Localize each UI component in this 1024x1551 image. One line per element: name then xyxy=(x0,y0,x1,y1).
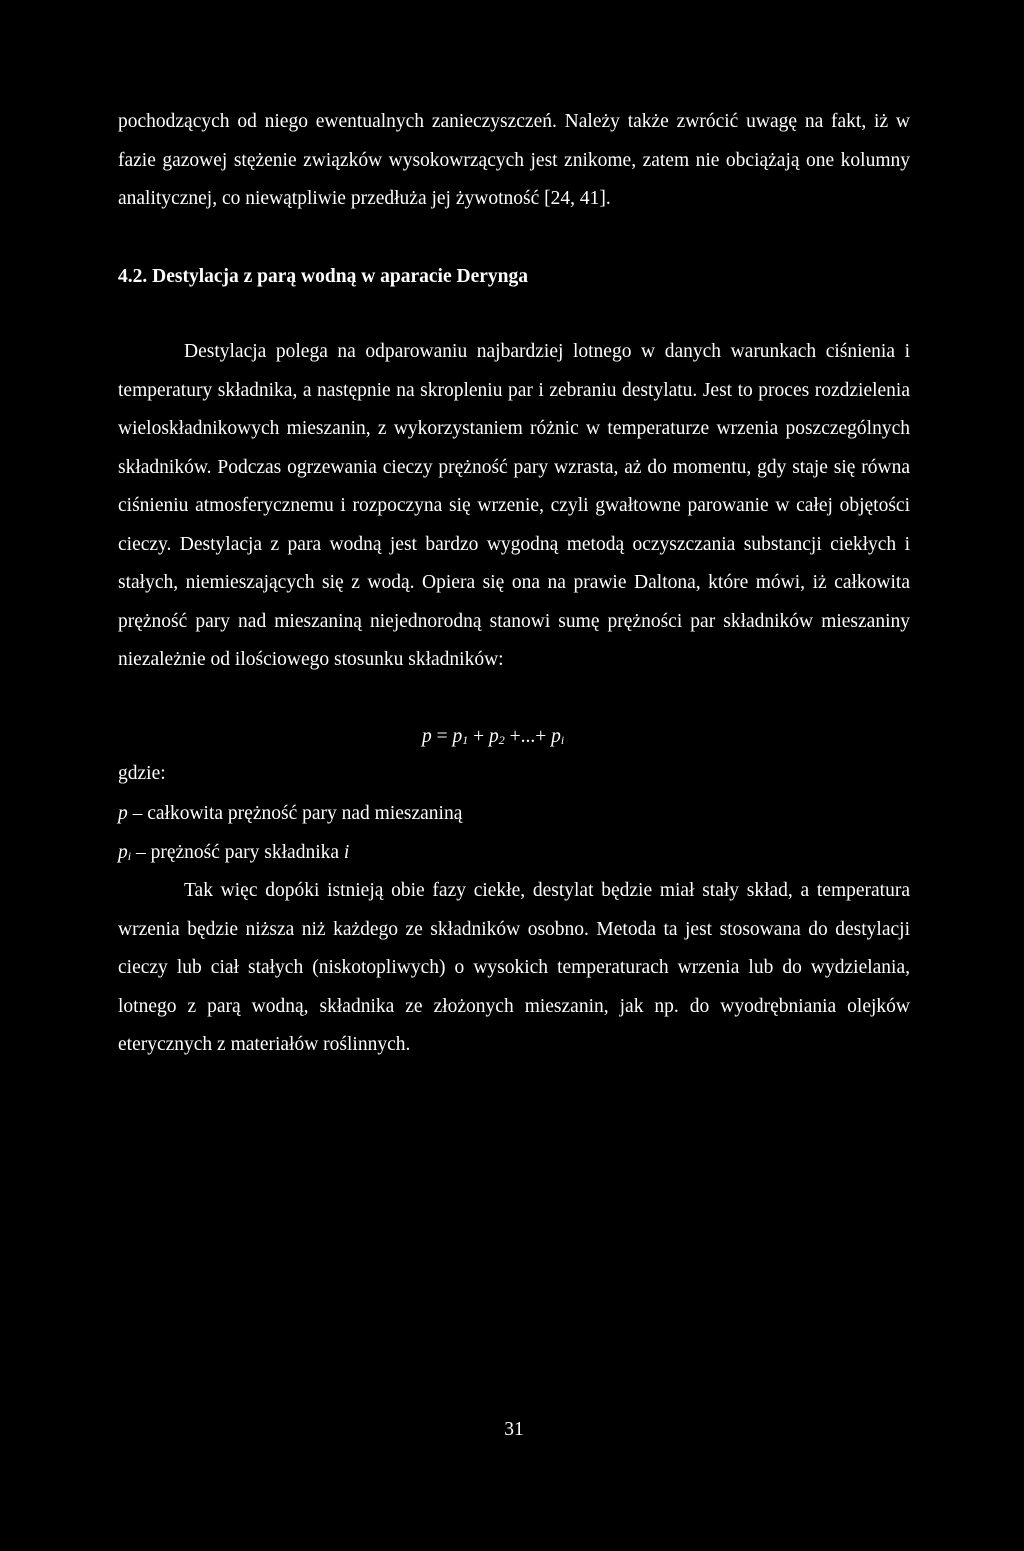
definition-total-pressure xyxy=(118,795,462,833)
formula-dots: +...+ xyxy=(509,726,547,747)
where-label: gdzie: xyxy=(118,763,166,784)
dalton-formula xyxy=(422,718,564,759)
formula-p2: p xyxy=(489,726,499,747)
page-number: 31 xyxy=(504,1419,524,1440)
formula-equals: = xyxy=(436,726,448,747)
formula-sub-i: i xyxy=(560,733,565,747)
intro-paragraph: pochodzących od niego ewentualnych zanieczyszczeń. Należy także zwrócić uwagę na fakt, iż w fazie gazowej stężenie związków wysokowrzących jest znikome, zatem nie obciążają one kolumny analitycznej, co niewątpliwie przedłuża jej żywotność [24, 41]. xyxy=(118,111,910,209)
formula-plus: + xyxy=(473,726,485,747)
document-page xyxy=(118,0,910,1551)
formula-pi: p xyxy=(551,726,561,747)
formula-p1: p xyxy=(452,726,463,747)
closing-paragraph: Tak więc dopóki istnieją obie fazy ciekłe, destylat będzie miał stały skład, a temperatura wrzenia będzie niższa niż każdego ze składników osobno. Metoda ta jest stosowana do destylacji cieczy lub ciał stałych (niskotopliwych) o wysokich temperaturach wrzenia lub do wydzielania, lotnego z parą wodną, składnika ze złożonych mieszanin, jak np. do wyodrębniania olejków eterycznych z materiałów roślinnych. xyxy=(118,880,910,1055)
definition-symbol: p xyxy=(118,842,128,863)
definition-partial-pressure xyxy=(118,834,349,875)
definition-subscript: i xyxy=(127,849,132,863)
formula-sub-1: 1 xyxy=(462,733,469,747)
formula-sub-2: 2 xyxy=(498,733,505,747)
definition-text: – całkowita prężność pary nad mieszaniną xyxy=(127,803,463,824)
definition-variable: i xyxy=(343,842,350,863)
definition-symbol: p xyxy=(118,803,128,824)
main-paragraph: Destylacja polega na odparowaniu najbardziej lotnego w danych warunkach ciśnienia i temperatury składnika, a następnie na skropleniu par i zebraniu destylatu. Jest to proces rozdzielenia wieloskładnikowych mieszanin, z wykorzystaniem różnic w temperaturze wrzenia poszczególnych składników. Podczas ogrzewania cieczy prężność pary wzrasta, aż do momentu, gdy staje się równa ciśnieniu atmosferycznemu i rozpoczyna się wrzenie, czyli gwałtowne parowanie w całej objętości cieczy. Destylacja z para wodną jest bardzo wygodną metodą oczyszczania substancji ciekłych i stałych, niemieszających się z wodą. Opiera się ona na prawie Daltona, które mówi, iż całkowita prężność pary nad mieszaniną niejednorodną stanowi sumę prężności par składników mieszaniny niezależnie od ilościowego stosunku składników: xyxy=(118,341,910,670)
formula-p: p xyxy=(422,726,432,747)
section-heading: 4.2. Destylacja z parą wodną w aparacie Derynga xyxy=(118,266,528,287)
definition-text: – prężność pary składnika xyxy=(131,842,344,863)
